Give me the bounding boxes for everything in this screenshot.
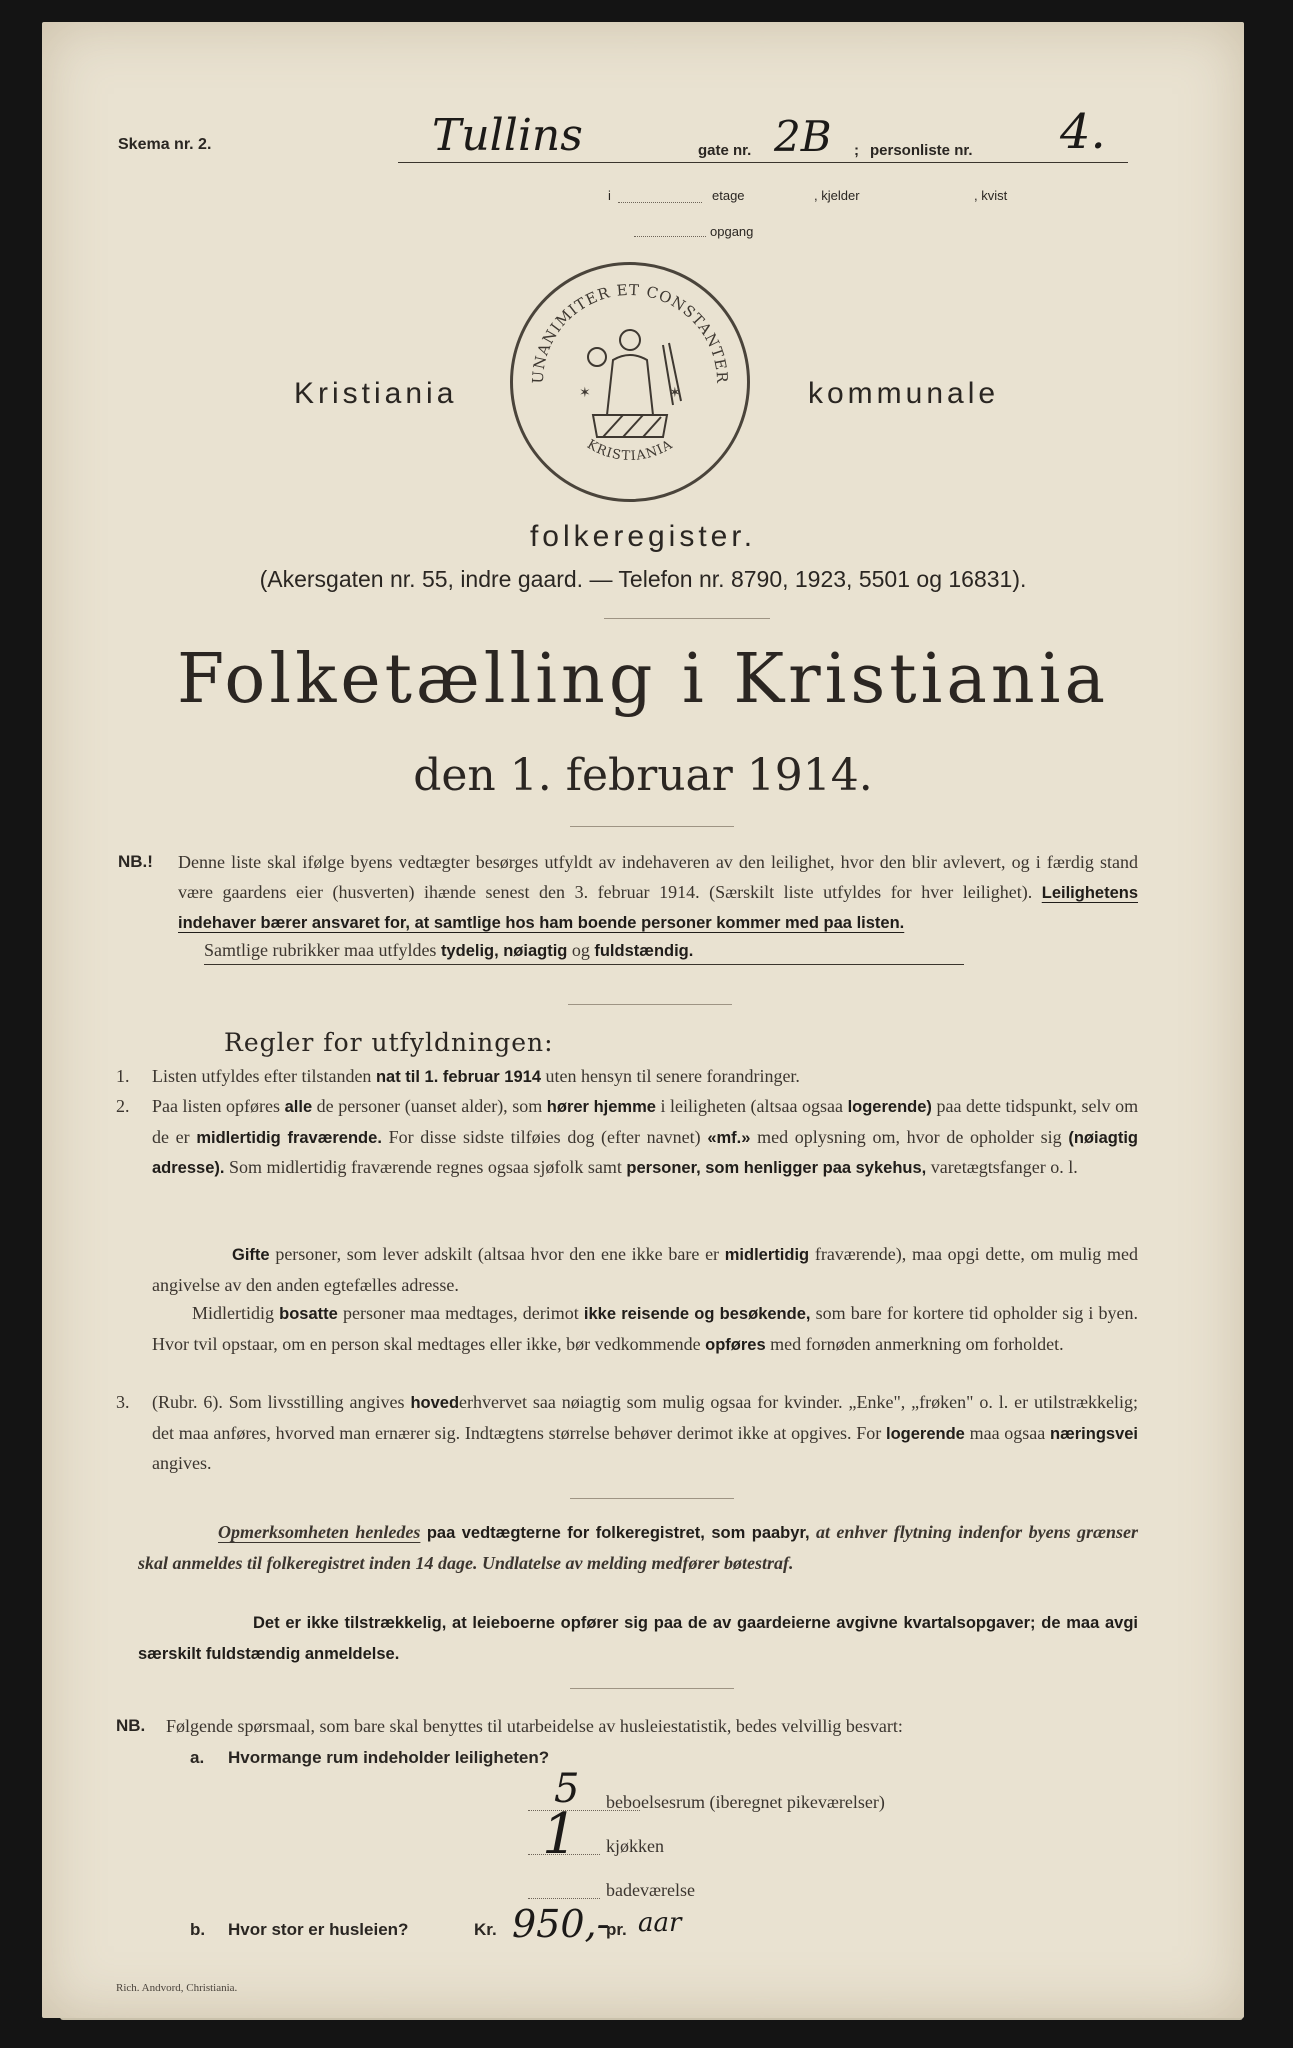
- org-kommunale: kommunale: [808, 377, 1000, 410]
- kristiania-seal: [510, 262, 750, 502]
- per-value-handwritten: aar: [638, 1908, 682, 1938]
- question-a-label: a.: [190, 1748, 205, 1767]
- title-date: den 1. februar 1914.: [413, 750, 873, 801]
- question-a: Hvormange rum indeholder leiligheten?: [228, 1748, 550, 1767]
- floor-kvist: , kvist: [974, 188, 1008, 203]
- rule-2-text: For disse sidste tilføies dog (efter navnet): [388, 1126, 701, 1147]
- seal-bottom-text: KRISTIANIA: [584, 437, 676, 465]
- street-name-handwritten: Tullins: [432, 110, 583, 161]
- nb1-text: Denne liste skal ifølge byens vedtægter besørges utfyldt av indehaveren av den leilighet, hvor den blir avlevert, og i færdig stand være gaardens eier (husverten) ihænde senest den 3. februar 1914. (Særskilt liste utfyldes for hver leilighet).: [178, 852, 1138, 902]
- printer-imprint: Rich. Andvord, Christiania.: [116, 1982, 238, 1994]
- rule-2-bold: midlertidig: [724, 1246, 810, 1264]
- rule-2-text: de personer (uanset alder), som: [316, 1096, 543, 1116]
- attention-italic-lead: Opmerksomheten henledes: [218, 1522, 421, 1542]
- org-folkeregister: folkeregister.: [529, 520, 757, 553]
- per-label: pr.: [606, 1920, 627, 1939]
- rule-2-paragraph-2: [152, 1240, 1138, 1300]
- rule-2-text: med fornøden anmerkning om forholdet.: [770, 1333, 1064, 1354]
- bath-label: badeværelse: [606, 1880, 695, 1900]
- rule-2-bold: alle: [284, 1098, 313, 1116]
- opgang-dotline: [634, 236, 706, 237]
- personliste-label: personliste nr.: [870, 142, 973, 159]
- nb1-p2-og: og: [571, 940, 590, 960]
- attention-paragraph: [138, 1518, 1138, 1578]
- floor-dotline: [618, 202, 702, 203]
- schema-number: Skema nr. 2.: [118, 136, 212, 153]
- gate-number-handwritten: 2B: [774, 112, 832, 161]
- rule-2: [152, 1092, 1138, 1184]
- rule-1-bold: nat til 1. februar 1914: [375, 1068, 542, 1086]
- divider: [570, 826, 734, 827]
- rule-2-bold: opføres: [705, 1335, 766, 1354]
- nb1-p2-bold-1: tydelig,: [440, 942, 499, 960]
- rule-2-text: varetægtsfanger o. l.: [930, 1157, 1078, 1177]
- nb1-p2-bold-2: nøiagtig: [503, 942, 568, 960]
- rule-2-bold: logerende): [847, 1098, 932, 1116]
- rule-2-bold: ikke reisende og besøkende,: [583, 1305, 811, 1323]
- attention-paragraph-2: [138, 1608, 1138, 1669]
- floor-etage: etage: [712, 188, 745, 203]
- kitchen-label: kjøkken: [606, 1836, 664, 1856]
- rule-2-text: Som midlertidig fraværende regnes ogsaa sjøfolk samt: [228, 1157, 622, 1177]
- org-kristiania: Kristiania: [294, 377, 458, 410]
- rule-2-text: paa dette tidspunkt, selv om de er: [152, 1096, 1139, 1147]
- seal-ring-text: UNANIMITER ET CONSTANTER: [528, 280, 732, 385]
- nb1-bold-text: Leilighetens indehaver bærer ansvaret for, at samtlige hos ham boende personer kommer med paa listen.: [178, 883, 1139, 932]
- rule-2-bold: «mf.»: [707, 1128, 751, 1147]
- rule-3-text: erhvervet saa nøiagtig som mulig ogsaa for kvinder. „Enke", „frøken" o. l. er utilstrækkelig; det maa anføres, hvorved man ernærer sig. Indtægtens størrelse behøver derimot ikke at opgives. For: [152, 1392, 1139, 1443]
- personliste-number-handwritten: 4.: [1060, 104, 1106, 160]
- rule-2-bold: hører hjemme: [546, 1098, 656, 1116]
- nb2-label: NB.: [116, 1716, 146, 1735]
- rule-2-text: personer, som lever adskilt (altsaa hvor den ene ikke bare er: [275, 1244, 720, 1264]
- rule-2-text: Midlertidig: [192, 1303, 274, 1323]
- rule-3-text: maa ogsaa: [969, 1422, 1046, 1443]
- rule-2-bold: midlertidig fraværende.: [196, 1128, 382, 1147]
- rule-3-number: 3.: [116, 1392, 130, 1412]
- question-b: Hvor stor er husleien?: [228, 1920, 409, 1939]
- divider: [570, 1688, 734, 1689]
- gate-label: gate nr.: [698, 142, 752, 159]
- rule-2-text: fraværende), maa opgi dette, om mulig med angivelse av den anden egtefælles adresse.: [152, 1244, 1139, 1295]
- rules-heading: Regler for utfyldningen:: [224, 1028, 554, 1057]
- semicolon: ;: [854, 142, 859, 159]
- header-underline: [398, 162, 1128, 163]
- attention-italic-text: at enhver flytning indenfor byens grænser skal anmeldes til folkeregistret inden 14 dage. Undlatelse av melding medfører bøtestraf.: [138, 1522, 1138, 1573]
- org-address: (Akersgaten nr. 55, indre gaard. — Telefon nr. 8790, 1923, 5501 og 16831).: [259, 566, 1027, 592]
- rule-2-text: i leiligheten (altsaa ogsaa: [660, 1096, 844, 1116]
- main-title: Folketælling i Kristiania: [176, 640, 1110, 719]
- svg-text:✶: ✶: [669, 386, 681, 401]
- divider: [604, 618, 770, 619]
- attention-text: paa vedtægterne for folkeregistret, som paabyr,: [426, 1524, 810, 1542]
- rule-2-bold: Gifte: [232, 1246, 270, 1264]
- rule-1-text-c: uten hensyn til senere forandringer.: [545, 1066, 800, 1086]
- census-form: [42, 22, 1244, 2018]
- svg-text:UNANIMITER ET CONSTANTER: [529, 281, 731, 384]
- rule-2-bold: (nøiagtig adresse).: [152, 1128, 1139, 1177]
- divider: [568, 1004, 732, 1005]
- question-b-label: b.: [190, 1920, 206, 1939]
- floor-i: i: [608, 188, 611, 203]
- rule-2-text: som bare for kortere tid opholder sig i byen. Hvor tvil opstaar, om en person skal medtages eller ikke, bør vedkommende: [152, 1303, 1139, 1354]
- rule-2-bold: personer, som henligger paa sykehus,: [626, 1159, 927, 1177]
- rule-3-bold: næringsvei: [1049, 1424, 1139, 1443]
- nb1-paragraph: [178, 848, 1138, 939]
- rule-2-paragraph-3: [152, 1299, 1138, 1360]
- rule-2-bold: bosatte: [279, 1305, 338, 1323]
- svg-text:KRISTIANIA: [584, 437, 676, 464]
- kr-label: Kr.: [474, 1920, 497, 1939]
- rule-3-bold: hoved: [410, 1394, 460, 1412]
- rule-1-number: 1.: [116, 1066, 130, 1086]
- svg-text:✶: ✶: [579, 386, 591, 401]
- rooms-value-handwritten: 5: [554, 1766, 580, 1812]
- rule-1: [152, 1062, 1138, 1093]
- nb1-label: NB.!: [118, 852, 153, 871]
- rule-1-text-a: Listen utfyldes efter tilstanden: [152, 1066, 372, 1086]
- nb1-p2-text: Samtlige rubrikker maa utfyldes: [204, 940, 437, 960]
- rule-3: [152, 1388, 1138, 1479]
- rule-3-text: (Rubr. 6). Som livsstilling angives: [152, 1392, 405, 1412]
- rule-2-text: Paa listen opføres: [152, 1096, 281, 1116]
- rule-2-text: med oplysning om, hvor de opholder sig: [757, 1126, 1062, 1147]
- kitchen-value-handwritten: 1: [542, 1802, 578, 1867]
- rule-3-bold: logerende: [886, 1424, 965, 1443]
- rent-value-handwritten: 950,-: [512, 1902, 610, 1946]
- nb1-p2-bold-3: fuldstændig.: [594, 942, 694, 960]
- opgang-label: opgang: [710, 224, 754, 239]
- nb1-sentence2: [204, 937, 964, 965]
- bath-dotline: [528, 1898, 600, 1899]
- floor-kjelder: , kjelder: [814, 188, 860, 203]
- rooms-label: beboelsesrum (iberegnet pikeværelser): [606, 1792, 885, 1812]
- attention-bold-text: Det er ikke tilstrækkelig, at leieboerne opfører sig paa de av gaardeierne avgivne kvartalsopgaver; de maa avgi særskilt fuldstændig anmeldelse.: [138, 1614, 1138, 1663]
- rule-3-text: angives.: [152, 1453, 212, 1473]
- nb2-intro: Følgende spørsmaal, som bare skal benyttes til utarbeidelse av husleiestatistik, bedes velvillig besvart:: [166, 1716, 903, 1736]
- divider: [570, 1498, 734, 1499]
- rule-2-text: personer maa medtages, derimot: [342, 1303, 579, 1323]
- rule-2-number: 2.: [116, 1096, 130, 1116]
